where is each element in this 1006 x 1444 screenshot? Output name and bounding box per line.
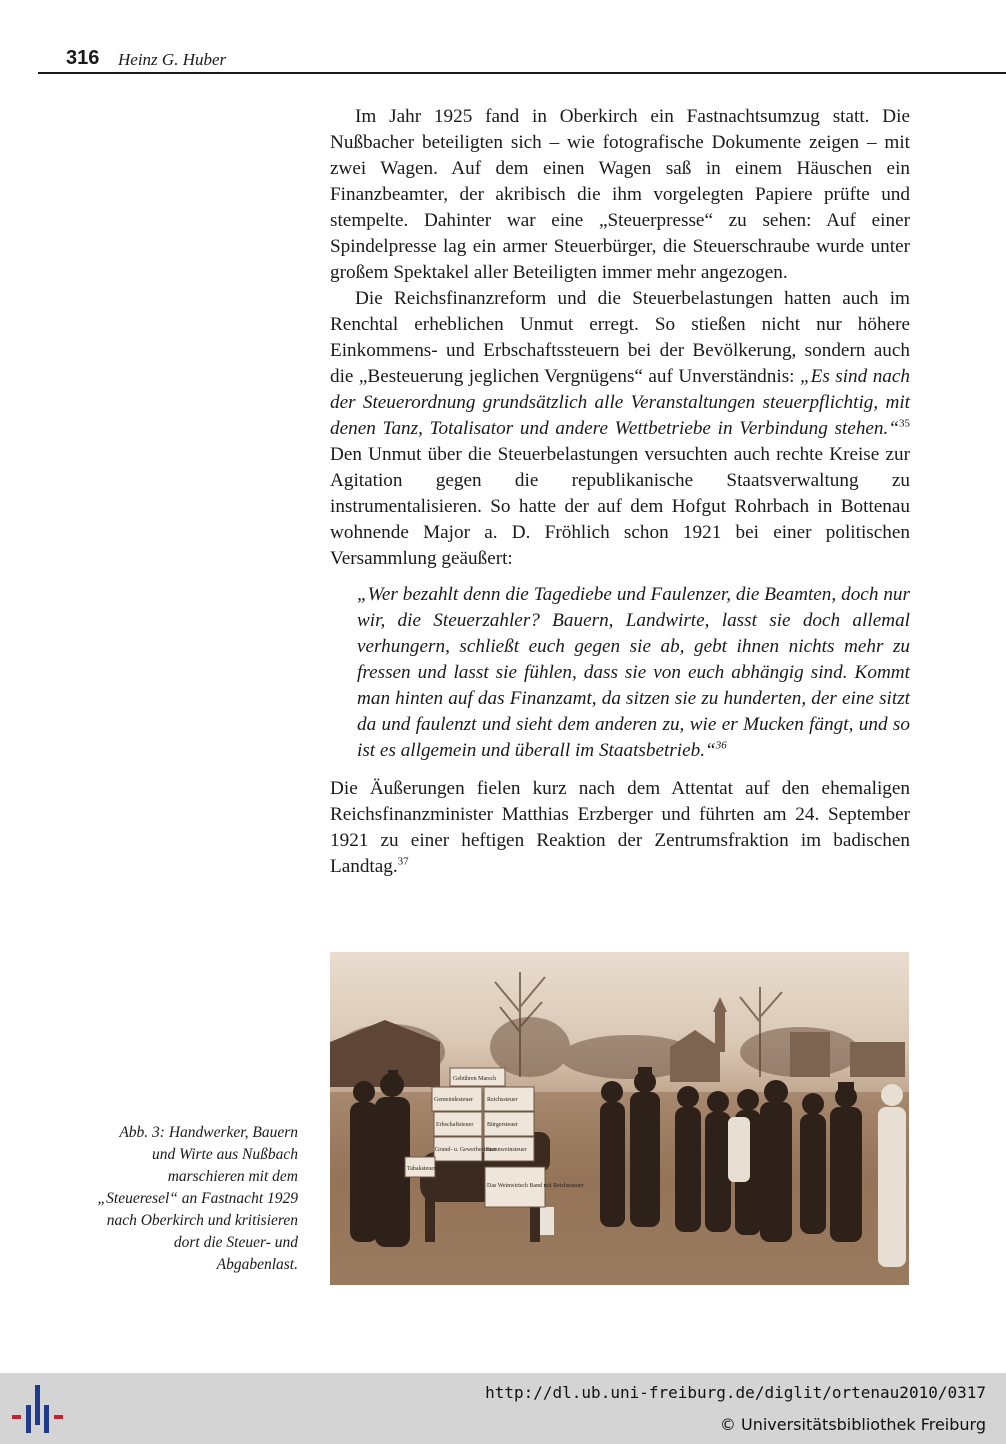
historical-photo	[330, 952, 909, 1285]
ub-freiburg-logo-icon	[10, 1381, 66, 1437]
sign-label-8: Das Weinwirtsch Band mit Reichssteuer	[487, 1183, 584, 1189]
paragraph-2-end: Den Unmut über die Steuerbelastungen versuchten auch rechte Kreise zur Agitation gegen die republikanische Staatsverwaltung zu instrumentalisieren. So hatte der auf dem Hofgut Rohrbach in Bottenau wohnende Major a. D. Fröhlich schon 1921 bei einer politischen Versammlung geäußert:	[330, 444, 910, 569]
sign-label-7: Tabaksteuer	[407, 1166, 436, 1172]
footer-url-link[interactable]: http://dl.ub.uni-freiburg.de/diglit/ortenau2010/0317	[485, 1383, 986, 1402]
figure-caption: Abb. 3: Handwerker, Bauern und Wirte aus Nußbach marschieren mit dem „Steueresel“ an Fastnacht 1929 nach Oberkirch und kritisieren dort die Steuer- und Abgabenlast.	[97, 1124, 298, 1273]
sign-label-1: Gemeindesteuer	[434, 1097, 473, 1103]
sign-label-2: Reichssteuer	[487, 1097, 518, 1103]
sign-label-5: Grund- u. Gewerbesteuer	[435, 1147, 496, 1153]
footer-copyright: © Universitätsbibliothek Freiburg	[719, 1415, 986, 1434]
running-header	[38, 44, 1006, 74]
footnote-ref-35: 35	[899, 417, 910, 430]
footnote-ref-37: 37	[397, 855, 409, 868]
body-text	[330, 104, 910, 880]
paragraph-3	[330, 776, 910, 880]
footer-bar	[0, 1373, 1006, 1444]
sign-label-4: Bürgersteuer	[487, 1122, 518, 1128]
paragraph-3-text: Die Äußerungen fielen kurz nach dem Attentat auf den ehemaligen Reichsfinanzminister Matthias Erzberger und führten am 24. September 1921 zu einer heftigen Reaktion der Zentrumsfraktion im badischen Landtag.	[330, 778, 910, 877]
block-quote-text: „Wer bezahlt denn die Tagediebe und Faulenzer, die Beamten, doch nur wir, die Steuerzahler? Bauern, Landwirte, lasst sie doch allemal verhungern, schließt euch gegen sie ab, gebt ihnen nichts mehr zu fressen und lasst sie fühlen, dass sie von euch abhängig sind. Kommt man hinten auf das Finanzamt, da sitzen sie zu hunderten, der eine sitzt da und faulenzt und sieht dem anderen zu, wie er Mucken fängt, und so ist es allgemein und überall im Staatsbetrieb.“	[357, 584, 910, 761]
page-number: 316	[66, 47, 100, 69]
running-author: Heinz G. Huber	[118, 50, 227, 69]
sign-label-0: Gebühren Marsch	[453, 1076, 497, 1082]
footnote-ref-36: 36	[715, 739, 727, 752]
paragraph-1: Im Jahr 1925 fand in Oberkirch ein Fastnachtsumzug statt. Die Nußbacher beteiligten sich – wie fotografische Dokumente zeigen – mit zwei Wagen. Auf dem einen Wagen saß in einem Häuschen ein Finanzbeamter, der akribisch die ihm vorgelegten Papiere prüfte und stempelte. Dahinter war eine „Steuerpresse“ zu sehen: Auf einer Spindelpresse lag ein armer Steuerbürger, die Steuerschraube wurde unter großem Spektakel aller Beteiligten immer mehr angezogen.	[330, 106, 910, 283]
sign-label-3: Erbschaftsteuer	[436, 1122, 474, 1128]
inline-quote: „Es sind nach der Steuerordnung grundsätzlich alle Veranstaltungen steuerpflichtig, mit denen Tanz, Totalisator und andere Wettbetriebe in Verbindung stehen.“	[330, 366, 910, 439]
block-quote	[357, 582, 910, 764]
sign-label-6: Brannweinsteuer	[486, 1147, 527, 1153]
paragraph-2-start: Die Reichsfinanzreform und die Steuerbelastungen hatten auch im Renchtal erheblichen Unmut erregt. So stießen nicht nur höhere Einkommens- und Erbschaftssteuern bei der Bevölkerung, sondern auch die „Besteuerung jeglichen Vergnügens“ auf Unverständnis:	[330, 288, 910, 387]
photo-illustration	[330, 952, 909, 1285]
paragraph-2	[330, 286, 910, 572]
